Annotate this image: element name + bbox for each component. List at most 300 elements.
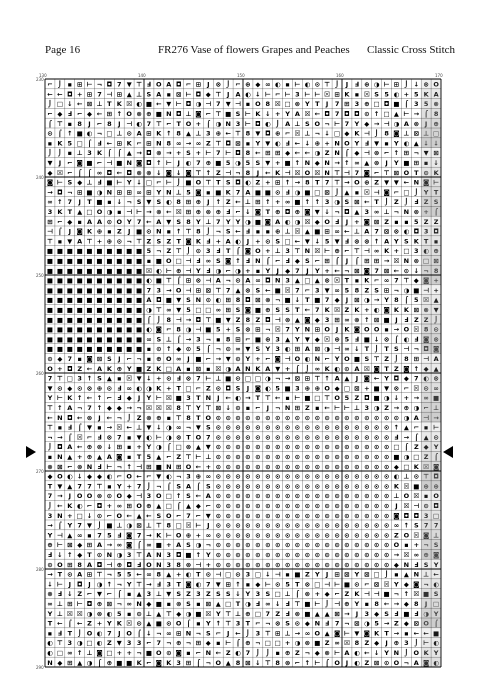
stitch-symbol: ⊠ bbox=[354, 384, 360, 393]
stitch-symbol: ■ bbox=[66, 286, 73, 295]
stitch-symbol: ⌐ bbox=[166, 453, 172, 461]
stitch-symbol: 3 bbox=[404, 639, 409, 648]
stitch-symbol: ⊥ bbox=[433, 404, 440, 412]
stitch-symbol: 3 bbox=[255, 590, 261, 599]
stitch-symbol: Ⅎ bbox=[206, 237, 211, 246]
stitch-symbol: ⊥ bbox=[195, 129, 202, 138]
stitch-symbol: ⊙ bbox=[344, 413, 350, 422]
stitch-symbol: N bbox=[284, 404, 291, 412]
stitch-symbol: J bbox=[395, 315, 398, 324]
stitch-symbol: ⊗ bbox=[175, 600, 182, 608]
stitch-symbol: ◐ bbox=[86, 129, 93, 138]
stitch-symbol: ⊗ bbox=[433, 335, 439, 344]
stitch-symbol: ⊙ bbox=[294, 433, 301, 442]
stitch-symbol: ⊙ bbox=[344, 453, 350, 461]
stitch-symbol: K bbox=[275, 168, 281, 177]
stitch-symbol: T bbox=[216, 178, 221, 187]
stitch-symbol: ⌡ bbox=[335, 80, 340, 89]
stitch-symbol: ⊙ bbox=[324, 462, 330, 471]
stitch-symbol: ⊢ bbox=[116, 178, 123, 187]
stitch-symbol: ▼ bbox=[136, 433, 142, 442]
stitch-symbol: + bbox=[126, 482, 132, 491]
stitch-symbol: 3 bbox=[126, 639, 132, 648]
stitch-symbol: ▪ bbox=[245, 139, 251, 148]
stitch-symbol: ⊙ bbox=[383, 511, 390, 520]
stitch-symbol: ↓ bbox=[373, 649, 380, 657]
stitch-symbol: → bbox=[215, 355, 222, 363]
stitch-symbol: A bbox=[176, 364, 182, 373]
stitch-symbol: □ bbox=[413, 453, 420, 461]
stitch-symbol: ⌐ bbox=[116, 472, 123, 481]
stitch-symbol: ⌡ bbox=[186, 247, 191, 256]
stitch-symbol: ∞ bbox=[205, 472, 212, 481]
stitch-symbol: ⊥ bbox=[205, 217, 212, 226]
stitch-symbol: 8 bbox=[275, 658, 280, 667]
stitch-symbol: ☒ bbox=[294, 168, 301, 177]
stitch-symbol: ⊗ bbox=[76, 462, 83, 471]
stitch-symbol: ⌡ bbox=[374, 129, 379, 138]
stitch-symbol: ⊥ bbox=[56, 600, 63, 608]
stitch-symbol: ⊙ bbox=[47, 560, 53, 569]
stitch-symbol: ⊙ bbox=[324, 531, 330, 540]
stitch-symbol: N bbox=[334, 139, 340, 148]
stitch-symbol: ⊙ bbox=[255, 472, 261, 481]
stitch-symbol: ⌐ bbox=[245, 335, 251, 344]
stitch-symbol: ⊕ bbox=[86, 453, 93, 461]
stitch-symbol: ⊙ bbox=[354, 511, 360, 520]
stitch-symbol: ∞ bbox=[136, 188, 142, 197]
stitch-symbol: 5 bbox=[117, 570, 122, 579]
stitch-symbol: ⌐ bbox=[324, 355, 330, 363]
stitch-symbol: ¬ bbox=[324, 119, 330, 128]
stitch-symbol: → bbox=[146, 531, 152, 540]
stitch-symbol: ◐ bbox=[403, 227, 410, 236]
stitch-symbol: Z bbox=[225, 649, 231, 657]
stitch-symbol: ⊙ bbox=[265, 560, 271, 569]
stitch-symbol: ⊥ bbox=[205, 453, 212, 461]
stitch-symbol: ↓ bbox=[294, 296, 301, 305]
stitch-symbol: K bbox=[225, 188, 231, 197]
stitch-symbol: ⊙ bbox=[274, 560, 281, 569]
stitch-symbol: K bbox=[67, 502, 73, 510]
stitch-symbol: ◆ bbox=[116, 404, 122, 412]
stitch-symbol: ⊤ bbox=[136, 80, 143, 89]
stitch-symbol: Y bbox=[433, 649, 439, 657]
stitch-symbol: ■ bbox=[126, 658, 133, 667]
stitch-symbol: ■ bbox=[185, 551, 192, 559]
stitch-symbol: ■ bbox=[86, 159, 93, 167]
stitch-symbol: □ bbox=[106, 129, 113, 138]
stitch-symbol: ↑ bbox=[96, 404, 103, 412]
stitch-symbol: □ bbox=[225, 600, 232, 608]
stitch-symbol: ⊙ bbox=[304, 462, 311, 471]
stitch-symbol: ∞ bbox=[344, 315, 350, 324]
stitch-symbol: □ bbox=[274, 639, 281, 648]
stitch-symbol: 3 bbox=[364, 404, 370, 412]
stitch-symbol: ⊙ bbox=[383, 482, 390, 491]
stitch-symbol: ↑ bbox=[195, 551, 202, 559]
stitch-symbol: ◆ bbox=[374, 639, 380, 648]
stitch-symbol: ■ bbox=[66, 266, 73, 275]
stitch-symbol: ◑ bbox=[185, 609, 192, 618]
stitch-symbol: Ⅎ bbox=[354, 335, 360, 344]
stitch-symbol: ■ bbox=[145, 649, 152, 657]
stitch-symbol: Y bbox=[423, 188, 429, 197]
stitch-symbol: ⌡ bbox=[265, 649, 270, 657]
stitch-symbol: + bbox=[255, 355, 261, 363]
stitch-symbol: O bbox=[433, 80, 439, 89]
stitch-symbol: Ⅎ bbox=[285, 600, 290, 608]
stitch-symbol: ☒ bbox=[274, 325, 281, 334]
stitch-symbol: ◆ bbox=[285, 266, 291, 275]
stitch-symbol: ← bbox=[304, 149, 311, 158]
stitch-symbol: Ⅎ bbox=[225, 208, 231, 216]
stitch-symbol: ↓ bbox=[324, 208, 330, 216]
stitch-symbol: ⊤ bbox=[205, 178, 212, 187]
stitch-symbol: → bbox=[413, 394, 420, 403]
stitch-symbol: ¬ bbox=[344, 619, 350, 628]
stitch-symbol: ⊤ bbox=[96, 570, 103, 579]
stitch-symbol: ■ bbox=[116, 296, 123, 305]
stitch-symbol: ↓ bbox=[67, 590, 73, 599]
stitch-symbol: ⊞ bbox=[195, 286, 202, 295]
stitch-symbol: ⊙ bbox=[294, 472, 301, 481]
stitch-symbol: ⌐ bbox=[57, 217, 63, 226]
stitch-symbol: J bbox=[345, 80, 349, 89]
stitch-symbol: T bbox=[295, 580, 300, 589]
stitch-symbol: ⊥ bbox=[353, 227, 360, 236]
row-number-label: 230 bbox=[36, 77, 44, 82]
stitch-symbol: ▪ bbox=[107, 198, 112, 207]
stitch-symbol: ⌠ bbox=[344, 149, 349, 158]
stitch-symbol: ■ bbox=[126, 306, 133, 314]
stitch-symbol: 8 bbox=[186, 217, 191, 226]
stitch-symbol: ☒ bbox=[304, 217, 311, 226]
stitch-symbol: ⌡ bbox=[325, 600, 330, 608]
stitch-symbol: ⊙ bbox=[274, 482, 281, 491]
stitch-symbol: ▲ bbox=[156, 502, 162, 510]
stitch-symbol: J bbox=[137, 394, 141, 403]
stitch-symbol: ■ bbox=[155, 257, 162, 265]
stitch-symbol: Y bbox=[245, 590, 251, 599]
stitch-symbol: ◑ bbox=[423, 609, 429, 618]
stitch-symbol: ⊞ bbox=[235, 335, 241, 344]
stitch-symbol: ⊤ bbox=[294, 247, 301, 256]
stitch-symbol: ⊢ bbox=[334, 119, 341, 128]
row-number-label: 280 bbox=[36, 567, 44, 572]
stitch-symbol: ← bbox=[57, 90, 63, 99]
stitch-symbol: ⊥ bbox=[235, 609, 241, 618]
stitch-symbol: Y bbox=[116, 482, 122, 491]
stitch-symbol: ⌠ bbox=[137, 541, 142, 550]
stitch-symbol: T bbox=[176, 237, 181, 246]
stitch-symbol: K bbox=[433, 168, 439, 177]
stitch-symbol: ⊣ bbox=[423, 286, 430, 295]
stitch-symbol: ◑ bbox=[413, 404, 420, 412]
stitch-symbol: ¬ bbox=[116, 600, 123, 608]
stitch-symbol: 3 bbox=[364, 208, 370, 216]
stitch-symbol: ▪ bbox=[394, 217, 399, 226]
stitch-symbol: ⊙ bbox=[235, 374, 241, 383]
stitch-symbol: ⊞ bbox=[403, 149, 410, 158]
stitch-symbol: J bbox=[345, 296, 349, 305]
stitch-symbol: ■ bbox=[96, 345, 103, 354]
stitch-symbol: ⊕ bbox=[195, 472, 202, 481]
stitch-symbol: 7 bbox=[414, 374, 419, 383]
stitch-symbol: ⌐ bbox=[146, 472, 152, 481]
stitch-symbol: ▼ bbox=[47, 384, 53, 393]
stitch-symbol: ⌡ bbox=[414, 639, 419, 648]
stitch-symbol: ◆ bbox=[403, 580, 409, 589]
stitch-symbol: K bbox=[96, 149, 103, 158]
stitch-symbol: ¬ bbox=[423, 266, 429, 275]
stitch-symbol: ← bbox=[126, 511, 132, 520]
stitch-symbol: ⌠ bbox=[166, 443, 171, 452]
stitch-symbol: ▲ bbox=[67, 453, 73, 461]
stitch-symbol: O bbox=[116, 492, 123, 501]
stitch-symbol: ⊙ bbox=[294, 619, 301, 628]
stitch-symbol: N bbox=[126, 159, 132, 167]
stitch-symbol: ⊙ bbox=[324, 472, 330, 481]
stitch-symbol: ∞ bbox=[304, 629, 311, 638]
stitch-symbol: ■ bbox=[76, 276, 83, 285]
stitch-symbol: ⊢ bbox=[86, 80, 93, 89]
center-marker-left-icon bbox=[26, 446, 36, 458]
stitch-symbol: ⊙ bbox=[67, 570, 73, 579]
stitch-symbol: T bbox=[67, 629, 73, 638]
stitch-symbol: ¬ bbox=[393, 208, 400, 216]
stitch-symbol: O bbox=[324, 384, 330, 393]
stitch-symbol: ◙ bbox=[185, 168, 192, 177]
stitch-symbol: ■ bbox=[433, 394, 440, 403]
stitch-symbol: ☒ bbox=[403, 482, 410, 491]
stitch-symbol: ⊙ bbox=[235, 355, 241, 363]
stitch-symbol: ⊙ bbox=[225, 521, 231, 530]
stitch-symbol: ⊙ bbox=[284, 541, 291, 550]
stitch-symbol: → bbox=[185, 335, 192, 344]
stitch-symbol: ◑ bbox=[96, 580, 103, 589]
stitch-symbol: □ bbox=[284, 100, 291, 109]
stitch-symbol: ☒ bbox=[145, 404, 152, 412]
stitch-symbol: ↓ bbox=[265, 110, 271, 118]
stitch-symbol: ← bbox=[255, 149, 261, 158]
stitch-symbol: ▲ bbox=[67, 482, 73, 491]
stitch-symbol: ◘ bbox=[67, 90, 73, 99]
stitch-symbol: ↑ bbox=[166, 345, 172, 354]
stitch-symbol: 3 bbox=[77, 374, 82, 383]
stitch-symbol: ◙ bbox=[76, 159, 83, 167]
stitch-symbol: ⊣ bbox=[225, 168, 232, 177]
stitch-symbol: ¬ bbox=[265, 325, 271, 334]
stitch-symbol: ▲ bbox=[67, 531, 73, 540]
stitch-symbol: 5 bbox=[107, 531, 112, 540]
stitch-symbol: Ⅎ bbox=[414, 198, 419, 207]
stitch-symbol: ⌐ bbox=[47, 80, 53, 89]
stitch-symbol: ⊙ bbox=[225, 482, 231, 491]
stitch-symbol: ¬ bbox=[156, 629, 162, 638]
stitch-symbol: O bbox=[96, 208, 103, 216]
stitch-symbol: ← bbox=[156, 100, 162, 109]
stitch-symbol: → bbox=[47, 188, 53, 197]
stitch-symbol: ∞ bbox=[126, 600, 132, 608]
stitch-symbol: Z bbox=[166, 247, 172, 256]
stitch-symbol: ⊠ bbox=[373, 217, 380, 226]
stitch-symbol: ⊙ bbox=[106, 384, 113, 393]
stitch-symbol: ⊤ bbox=[264, 658, 271, 667]
stitch-symbol: ⊠ bbox=[383, 227, 390, 236]
stitch-symbol: ▲ bbox=[97, 453, 102, 461]
stitch-symbol: ⊣ bbox=[195, 560, 202, 569]
stitch-symbol: ⌡ bbox=[156, 315, 161, 324]
stitch-symbol: ⊙ bbox=[255, 462, 261, 471]
stitch-symbol: ⊞ bbox=[86, 541, 93, 550]
stitch-symbol: ⌡ bbox=[404, 649, 409, 657]
stitch-symbol: → bbox=[294, 629, 301, 638]
stitch-symbol: S bbox=[225, 590, 231, 599]
stitch-symbol: ⊙ bbox=[324, 482, 330, 491]
stitch-symbol: ▼ bbox=[146, 423, 152, 432]
stitch-symbol: 5 bbox=[275, 384, 280, 393]
stitch-symbol: ■ bbox=[76, 129, 83, 138]
stitch-symbol: S bbox=[235, 110, 241, 118]
stitch-symbol: ⊙ bbox=[274, 502, 281, 510]
stitch-symbol: S bbox=[97, 374, 102, 383]
stitch-symbol: ■ bbox=[116, 247, 123, 256]
stitch-symbol: 7 bbox=[136, 482, 142, 491]
stitch-symbol: ⊙ bbox=[314, 551, 321, 559]
stitch-symbol: ⊙ bbox=[334, 472, 340, 481]
stitch-symbol: ⊢ bbox=[334, 580, 341, 589]
stitch-symbol: 5 bbox=[67, 139, 73, 148]
stitch-symbol: ◆ bbox=[97, 472, 102, 481]
stitch-symbol: ■ bbox=[254, 335, 261, 344]
stitch-symbol: N bbox=[136, 600, 142, 608]
stitch-symbol: ∞ bbox=[265, 600, 271, 608]
stitch-symbol: ◐ bbox=[146, 433, 152, 442]
stitch-symbol: ▲ bbox=[156, 453, 162, 461]
stitch-symbol: ■ bbox=[304, 394, 311, 403]
stitch-symbol: ⊗ bbox=[205, 208, 212, 216]
stitch-symbol: O bbox=[47, 364, 53, 373]
stitch-symbol: ◑ bbox=[373, 80, 380, 89]
stitch-symbol: ▪ bbox=[47, 629, 53, 638]
stitch-symbol: ⊙ bbox=[383, 541, 390, 550]
stitch-symbol: ⊠ bbox=[354, 619, 360, 628]
stitch-symbol: ⊣ bbox=[195, 325, 202, 334]
stitch-symbol: ⊕ bbox=[245, 80, 251, 89]
stitch-symbol: ▪ bbox=[126, 443, 132, 452]
stitch-symbol: ◑ bbox=[373, 404, 380, 412]
stitch-symbol: ◆ bbox=[255, 80, 261, 89]
stitch-symbol: ↓ bbox=[156, 423, 162, 432]
stitch-symbol: ◙ bbox=[363, 217, 370, 226]
stitch-symbol: ⊙ bbox=[294, 560, 301, 569]
stitch-symbol: ⊙ bbox=[304, 531, 311, 540]
stitch-symbol: 8 bbox=[433, 110, 439, 118]
stitch-symbol: ¬ bbox=[166, 639, 172, 648]
stitch-symbol: + bbox=[403, 90, 410, 99]
stitch-symbol: ¬ bbox=[185, 639, 192, 648]
stitch-symbol: ⊙ bbox=[274, 453, 281, 461]
stitch-symbol: ⊙ bbox=[373, 423, 380, 432]
stitch-symbol: ⊗ bbox=[185, 374, 192, 383]
stitch-symbol: ¬ bbox=[423, 541, 429, 550]
stitch-symbol: ↓ bbox=[245, 208, 251, 216]
stitch-symbol: ◆ bbox=[403, 374, 409, 383]
stitch-symbol: A bbox=[294, 110, 300, 118]
stitch-symbol: K bbox=[136, 658, 142, 667]
stitch-symbol: ⊙ bbox=[373, 482, 380, 491]
stitch-symbol: ⌐ bbox=[334, 590, 340, 599]
stitch-symbol: ↑ bbox=[265, 198, 271, 207]
stitch-symbol: ← bbox=[57, 619, 63, 628]
stitch-symbol: ⊙ bbox=[373, 443, 380, 452]
stitch-symbol: O bbox=[364, 325, 370, 334]
stitch-symbol: ■ bbox=[106, 315, 113, 324]
stitch-symbol: ◆ bbox=[314, 335, 320, 344]
stitch-symbol: ⊙ bbox=[235, 502, 241, 510]
stitch-symbol: T bbox=[87, 551, 92, 559]
stitch-symbol: ◆ bbox=[176, 345, 182, 354]
stitch-symbol: ⊙ bbox=[225, 541, 231, 550]
stitch-symbol: ■ bbox=[86, 335, 93, 344]
stitch-symbol: ▪ bbox=[206, 364, 211, 373]
stitch-symbol: ¬ bbox=[126, 237, 132, 246]
stitch-symbol: 7 bbox=[77, 482, 82, 491]
stitch-symbol: ⊢ bbox=[294, 80, 301, 89]
stitch-symbol: ⊕ bbox=[195, 198, 202, 207]
stitch-symbol: 8 bbox=[196, 227, 201, 236]
stitch-symbol: ⊙ bbox=[57, 384, 63, 393]
stitch-symbol: ⊙ bbox=[314, 462, 321, 471]
stitch-symbol: ⊙ bbox=[235, 276, 241, 285]
stitch-symbol: ∞ bbox=[146, 541, 152, 550]
stitch-symbol: A bbox=[185, 482, 192, 491]
stitch-symbol: Ⅎ bbox=[285, 609, 290, 618]
stitch-symbol: ⊞ bbox=[413, 355, 420, 363]
stitch-symbol: ⊤ bbox=[56, 374, 63, 383]
stitch-symbol: ↑ bbox=[393, 423, 400, 432]
stitch-symbol: S bbox=[235, 306, 241, 314]
stitch-symbol: ⊙ bbox=[364, 453, 370, 461]
stitch-symbol: J bbox=[88, 119, 91, 128]
stitch-symbol: Y bbox=[146, 394, 152, 403]
stitch-symbol: ¬ bbox=[393, 286, 400, 295]
stitch-symbol: ◙ bbox=[175, 649, 182, 657]
stitch-symbol: ◆ bbox=[77, 541, 83, 550]
stitch-symbol: ⊙ bbox=[235, 443, 241, 452]
stitch-symbol: ■ bbox=[294, 570, 301, 579]
stitch-symbol: ■ bbox=[126, 247, 133, 256]
stitch-symbol: ◘ bbox=[344, 110, 350, 118]
stitch-symbol: Z bbox=[413, 315, 419, 324]
stitch-symbol: ■ bbox=[86, 296, 93, 305]
stitch-symbol: ⌡ bbox=[206, 227, 211, 236]
stitch-symbol: ⊤ bbox=[47, 423, 53, 432]
stitch-symbol: ⊠ bbox=[433, 257, 439, 265]
stitch-symbol: ⊕ bbox=[423, 551, 429, 559]
stitch-symbol: ⊙ bbox=[373, 453, 380, 461]
stitch-symbol: ▲ bbox=[314, 276, 320, 285]
stitch-symbol: ■ bbox=[393, 453, 400, 461]
stitch-symbol: N bbox=[205, 394, 212, 403]
stitch-symbol: ¬ bbox=[274, 374, 281, 383]
stitch-symbol: ■ bbox=[116, 306, 123, 314]
stitch-symbol: ◙ bbox=[373, 364, 380, 373]
stitch-symbol: ▲ bbox=[433, 364, 439, 373]
stitch-symbol: ⌠ bbox=[354, 257, 359, 265]
stitch-symbol: Y bbox=[394, 580, 399, 589]
